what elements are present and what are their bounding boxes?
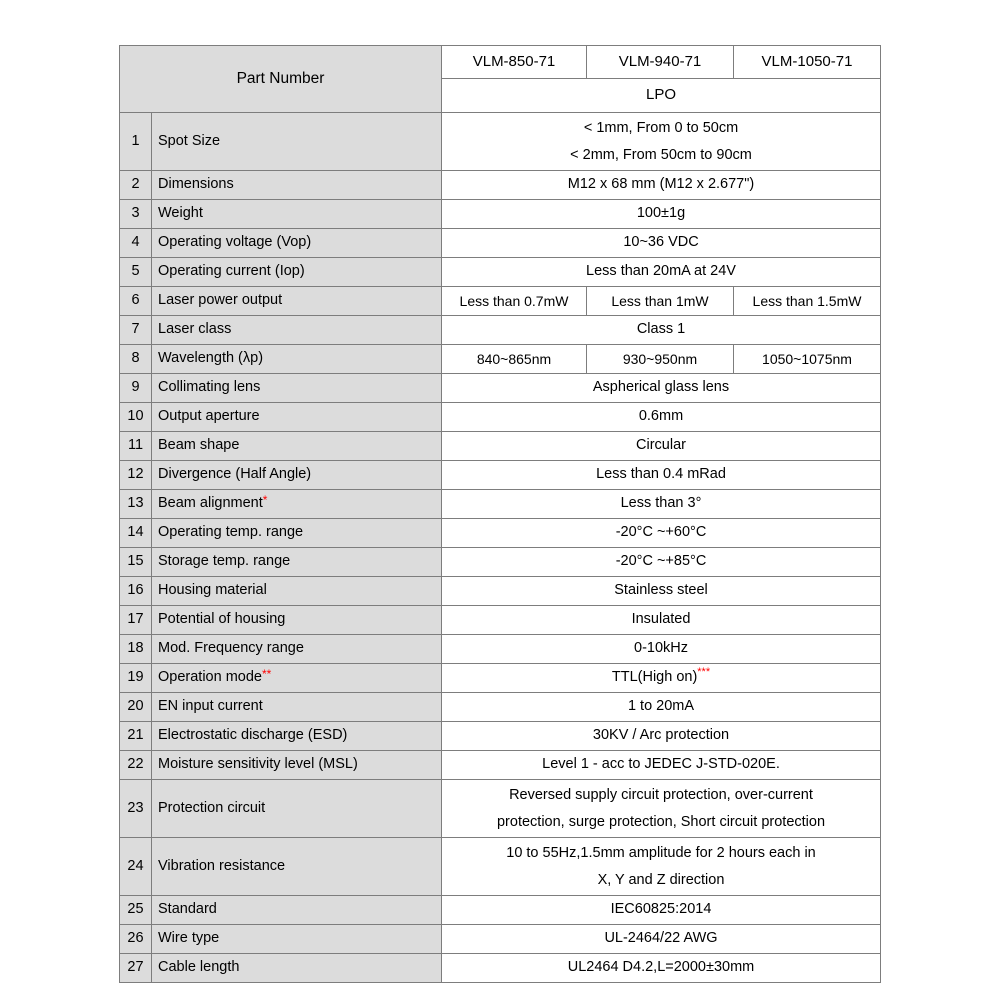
table-row <box>120 316 881 345</box>
row-value <box>442 954 881 983</box>
part-number-cell-2: VLM-940-71 <box>587 46 734 79</box>
row-value <box>442 113 881 171</box>
part-number-header: Part Number <box>120 46 442 113</box>
table-row <box>120 664 881 693</box>
row-value-text: M12 x 68 mm (M12 x 2.677") <box>567 176 755 193</box>
row-index: 27 <box>120 954 152 983</box>
table-row <box>120 200 881 229</box>
row-label-text: Housing material <box>158 582 267 599</box>
row-value-text: -20°C ~+60°C <box>615 524 707 541</box>
row-value-text: Less than 20mA at 24V <box>586 263 736 280</box>
row-label-text: Operating temp. range <box>158 524 304 541</box>
row-label <box>152 896 442 925</box>
row-label <box>152 171 442 200</box>
row-value-text: Less than 3° <box>620 495 702 512</box>
row-label <box>152 751 442 780</box>
row-value-variant: 1050~1075nm <box>734 345 881 374</box>
row-value <box>442 519 881 548</box>
row-label-text: Mod. Frequency range <box>158 640 304 657</box>
row-label-text: Laser class <box>158 321 232 338</box>
row-index: 8 <box>120 345 152 374</box>
row-label-text: Wire type <box>158 930 220 947</box>
row-label <box>152 664 442 693</box>
table-row <box>120 954 881 983</box>
row-label <box>152 113 442 171</box>
row-index: 9 <box>120 374 152 403</box>
row-label-text: Operating current (Iop) <box>158 263 305 280</box>
table-body <box>120 46 881 983</box>
row-value <box>442 403 881 432</box>
row-index: 16 <box>120 577 152 606</box>
row-value <box>442 229 881 258</box>
row-label-text: Electrostatic discharge (ESD) <box>158 727 348 744</box>
row-label <box>152 548 442 577</box>
row-value-text: IEC60825:2014 <box>610 901 712 918</box>
row-label-text: Weight <box>158 205 203 222</box>
row-value <box>442 548 881 577</box>
row-label <box>152 577 442 606</box>
table-row <box>120 403 881 432</box>
row-label <box>152 461 442 490</box>
row-index: 14 <box>120 519 152 548</box>
row-value-text: Stainless steel <box>614 582 708 599</box>
row-value-variant: 930~950nm <box>587 345 734 374</box>
row-value <box>442 606 881 635</box>
row-label-text: Standard <box>158 901 217 918</box>
row-label <box>152 229 442 258</box>
row-label-text: EN input current <box>158 698 263 715</box>
specification-table <box>119 45 881 983</box>
table-row <box>120 519 881 548</box>
row-value <box>442 258 881 287</box>
row-index: 24 <box>120 838 152 896</box>
table-header-row-partnumbers <box>120 46 881 79</box>
row-label <box>152 635 442 664</box>
row-value-variant: Less than 1.5mW <box>734 287 881 316</box>
row-label <box>152 780 442 838</box>
row-value-line-1: < 1mm, From 0 to 50cm <box>583 119 739 136</box>
row-value <box>442 896 881 925</box>
row-value <box>442 490 881 519</box>
row-label <box>152 838 442 896</box>
row-index: 1 <box>120 113 152 171</box>
table-row <box>120 287 881 316</box>
table-row <box>120 432 881 461</box>
row-index: 26 <box>120 925 152 954</box>
row-index: 17 <box>120 606 152 635</box>
row-label-text: Cable length <box>158 959 240 976</box>
row-label-text: Output aperture <box>158 408 260 425</box>
row-value <box>442 664 881 693</box>
row-index: 12 <box>120 461 152 490</box>
row-label <box>152 287 442 316</box>
table-row <box>120 722 881 751</box>
row-label-text: Storage temp. range <box>158 553 291 570</box>
row-label <box>152 519 442 548</box>
row-value-line-1: 10 to 55Hz,1.5mm amplitude for 2 hours each in <box>506 844 816 861</box>
row-value-text: -20°C ~+85°C <box>615 553 707 570</box>
row-label <box>152 374 442 403</box>
row-index: 4 <box>120 229 152 258</box>
row-value <box>442 577 881 606</box>
row-value-text: UL2464 D4.2,L=2000±30mm <box>567 959 755 976</box>
row-value-text: Less than 0.4 mRad <box>596 466 726 483</box>
row-value-text: 0.6mm <box>638 408 684 425</box>
row-label-text: Collimating lens <box>158 379 261 396</box>
row-index: 23 <box>120 780 152 838</box>
row-value <box>442 780 881 838</box>
table-row <box>120 461 881 490</box>
row-label-text: Protection circuit <box>158 799 266 816</box>
row-value-text: 30KV / Arc protection <box>592 727 730 744</box>
table-row <box>120 925 881 954</box>
row-label <box>152 345 442 374</box>
row-value <box>442 751 881 780</box>
table-row <box>120 229 881 258</box>
row-index: 25 <box>120 896 152 925</box>
row-label <box>152 722 442 751</box>
row-index: 5 <box>120 258 152 287</box>
row-value <box>442 374 881 403</box>
row-value-text: TTL(High on) <box>611 669 698 686</box>
row-value-text: Aspherical glass lens <box>592 379 730 396</box>
row-label <box>152 258 442 287</box>
table-row <box>120 635 881 664</box>
row-index: 2 <box>120 171 152 200</box>
part-number-cell-3: VLM-1050-71 <box>734 46 881 79</box>
part-number-cell-1: VLM-850-71 <box>442 46 587 79</box>
table-row <box>120 780 881 838</box>
row-index: 3 <box>120 200 152 229</box>
table-row <box>120 838 881 896</box>
series-label-cell: LPO <box>442 79 881 113</box>
row-value-text: UL-2464/22 AWG <box>604 930 718 947</box>
row-index: 21 <box>120 722 152 751</box>
row-index: 7 <box>120 316 152 345</box>
row-index: 19 <box>120 664 152 693</box>
row-value-text: 10~36 VDC <box>623 234 699 251</box>
footnote-marker-icon: ** <box>261 667 272 682</box>
table-row <box>120 606 881 635</box>
footnote-marker-icon: * <box>262 493 268 508</box>
row-index: 13 <box>120 490 152 519</box>
row-value <box>442 722 881 751</box>
row-label-text: Laser power output <box>158 292 283 309</box>
row-value <box>442 635 881 664</box>
row-value-variant: Less than 0.7mW <box>442 287 587 316</box>
row-label-text: Wavelength (λp) <box>158 350 264 367</box>
row-label-text: Beam shape <box>158 437 240 454</box>
row-value-variant: Less than 1mW <box>587 287 734 316</box>
row-value <box>442 432 881 461</box>
row-label-text: Beam alignment <box>158 495 263 512</box>
table-row <box>120 548 881 577</box>
row-index: 20 <box>120 693 152 722</box>
table-row <box>120 171 881 200</box>
row-value-text: Level 1 - acc to JEDEC J-STD-020E. <box>542 756 780 773</box>
row-value-text: Insulated <box>631 611 691 628</box>
row-value <box>442 838 881 896</box>
row-value-line-2: X, Y and Z direction <box>597 871 725 888</box>
row-label-text: Divergence (Half Angle) <box>158 466 312 483</box>
row-label-text: Operating voltage (Vop) <box>158 234 312 251</box>
row-index: 15 <box>120 548 152 577</box>
row-index: 22 <box>120 751 152 780</box>
row-index: 11 <box>120 432 152 461</box>
row-value <box>442 200 881 229</box>
row-index: 6 <box>120 287 152 316</box>
row-value <box>442 171 881 200</box>
row-value-text: 0-10kHz <box>634 640 688 657</box>
row-value-line-2: protection, surge protection, Short circuit protection <box>496 813 826 830</box>
table-row <box>120 258 881 287</box>
row-value-text: 100±1g <box>636 205 686 222</box>
row-index: 10 <box>120 403 152 432</box>
row-label <box>152 490 442 519</box>
table-row <box>120 345 881 374</box>
row-value-text: Circular <box>636 437 686 454</box>
row-label <box>152 316 442 345</box>
row-label-text: Spot Size <box>158 132 221 149</box>
table-row <box>120 490 881 519</box>
row-value <box>442 693 881 722</box>
row-label <box>152 954 442 983</box>
row-label <box>152 925 442 954</box>
row-label <box>152 200 442 229</box>
row-label <box>152 693 442 722</box>
row-value-line-1: Reversed supply circuit protection, over-current <box>509 786 813 803</box>
row-value <box>442 316 881 345</box>
table-row <box>120 113 881 171</box>
row-value-line-2: < 2mm, From 50cm to 90cm <box>570 146 752 163</box>
row-label <box>152 403 442 432</box>
row-value <box>442 461 881 490</box>
table-row <box>120 693 881 722</box>
table-row <box>120 751 881 780</box>
row-label <box>152 606 442 635</box>
row-label-text: Potential of housing <box>158 611 286 628</box>
row-value-variant: 840~865nm <box>442 345 587 374</box>
row-value-text: Class 1 <box>636 321 686 338</box>
table-row <box>120 374 881 403</box>
row-value <box>442 925 881 954</box>
table-row <box>120 896 881 925</box>
table-row <box>120 577 881 606</box>
row-label-text: Operation mode <box>158 669 262 686</box>
row-label-text: Dimensions <box>158 176 234 193</box>
row-label <box>152 432 442 461</box>
row-value-text: 1 to 20mA <box>627 698 695 715</box>
row-index: 18 <box>120 635 152 664</box>
row-label-text: Vibration resistance <box>158 857 286 874</box>
footnote-marker-icon: *** <box>697 666 711 679</box>
row-label-text: Moisture sensitivity level (MSL) <box>158 756 358 773</box>
